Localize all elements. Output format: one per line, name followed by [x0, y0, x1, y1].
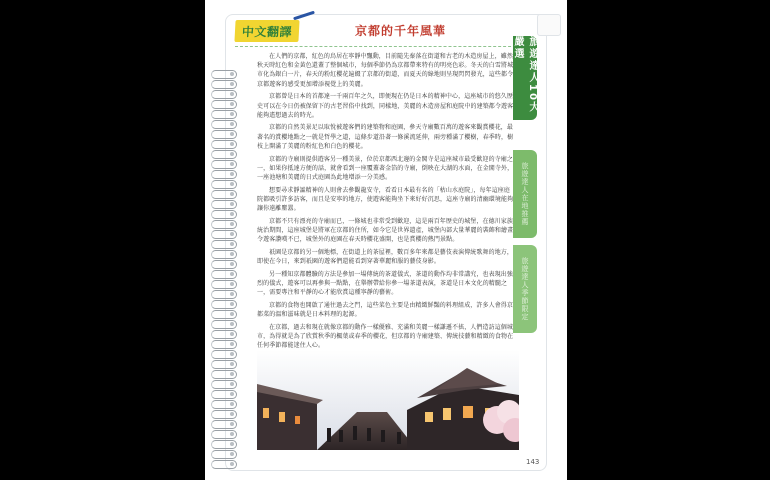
title-divider — [235, 46, 521, 48]
side-tab-label: 旅遊達人在地推薦 — [521, 162, 529, 226]
spiral-ring — [211, 160, 237, 169]
spiral-ring — [211, 310, 237, 319]
spiral-ring — [211, 320, 237, 329]
spiral-binding — [211, 70, 241, 470]
side-tab-local-picks[interactable] — [513, 150, 537, 238]
spiral-ring — [211, 220, 237, 229]
section-logo-text: 中文翻譯 — [241, 24, 293, 39]
book-page — [205, 0, 567, 480]
kyoto-street-illustration — [257, 350, 519, 450]
spiral-ring — [211, 340, 237, 349]
spiral-ring — [211, 380, 237, 389]
spiral-ring — [211, 80, 237, 89]
page-number: 143 — [526, 458, 540, 466]
section-logo — [234, 20, 299, 42]
spiral-ring — [211, 440, 237, 449]
spiral-ring — [211, 460, 237, 469]
spiral-ring — [211, 90, 237, 99]
spiral-ring — [211, 350, 237, 359]
paragraph: 在京都，過去和現在就像京都的動作一樣優雅、充滿和美麗一樣謙遜不搖，人們造訪這個城市，為得就是為了欣賞秋季的楓葉或春季的櫻花，但京都的寺廟建築、傳統技藝和精緻的食物在任何季節都能迷住人心。 — [257, 323, 514, 350]
paragraph: 另一種知京都體驗的方法是參加一場傳統的茶道儀式，茶道的動作均非常講究，也表現出強烈的儀式，遊客可以再參與一點點，在舉辦帶給你參一場茶道表演，茶道是日本文化的精髓之一，需要專注和平靜的心才能欣賞這種寧靜的藝術。 — [257, 270, 514, 297]
paragraph: 京都不只有漂亮的寺廟而已，一條城也非常受到歡迎，這是兩百年歷史的城堡，在德川家族統治期間，這座城堡是將軍在京都的住所，如今它是世界遺產，城堡內部大量華麗的裝飾和繪畫令遊客讚嘆不已，城堡外的庭園在春天時櫻花盛開，也是賞櫻的熱門景點。 — [257, 217, 514, 244]
spiral-ring — [211, 390, 237, 399]
spiral-ring — [211, 140, 237, 149]
spiral-ring — [211, 110, 237, 119]
paragraph: 京都的寺廟則提供遊客另一種美景，位於京都西北邊的金閣寺是這座城市最受歡迎的寺廟之一，如果你抵達方便的話，就會看到一座覆蓋著金箔的寺廟，倒映在大湖的水面，在金閣寺外，一座池塘和美麗的日式庭園為此地增添一分美感。 — [257, 155, 514, 181]
spiral-ring — [211, 150, 237, 159]
spiral-ring — [211, 130, 237, 139]
spiral-ring — [211, 410, 237, 419]
spiral-ring — [211, 120, 237, 129]
spiral-ring — [211, 330, 237, 339]
side-tab-seasonal[interactable] — [513, 245, 537, 333]
side-tab-label: 旅遊達人10大嚴選 — [512, 36, 538, 114]
spiral-ring — [211, 300, 237, 309]
spiral-ring — [211, 180, 237, 189]
paragraph: 祇園是京都的另一個地標，在街道上的茶屋裡，數百多年來都是藝伎表演傳統歌舞的地方，即使在今日，來到祇園的遊客們還能看到穿著華麗和服的藝伎身影。 — [257, 248, 514, 266]
spiral-ring — [211, 200, 237, 209]
spiral-ring — [211, 290, 237, 299]
spiral-ring — [211, 260, 237, 269]
paragraph: 在人們的京都，紅色的鳥居在寧靜中飄動，目前隨先秦落在街道和古老的木造房屋上，雖然秋天時紅色和金黃色還蓋了整個城市，每個季節仍為京都帶來特有的明亮色彩。冬天的白雪將城市化為銀白一片，春天的粉紅櫻花遍綴了京都的街道，而夏天的綠地則呈現閃閃發光，這些都令京都遊客的感受更加增添視覺上的美麗。 — [257, 53, 514, 88]
spiral-ring — [211, 190, 237, 199]
kyoto-street-photo — [257, 350, 519, 450]
spiral-ring — [211, 240, 237, 249]
article-body — [257, 52, 515, 354]
spiral-ring — [211, 420, 237, 429]
spiral-ring — [211, 370, 237, 379]
paragraph: 京都的自然美景足以取悅被遊客們的建築物和庭園，參天寺廟數百萬的遊客來觀賞櫻花，最著名的賞櫻地點之一就是哲學之道，這條步道沿著一條溪流延伸，兩旁種滿了櫻樹，春季時，樹枝上開滿了美麗的粉紅色和白色的櫻花。 — [257, 124, 514, 150]
paragraph: 京都曾是日本的首都達一千兩百年之久，即便現在仍是日本的精神中心，這座城市的悠久歷史可以在今日仍被保留下的古老習俗中找到，同樣地，美麗的木造房屋和庭院中的建築都令遊客能夠遙想過去的時光。 — [257, 93, 514, 119]
spiral-ring — [211, 230, 237, 239]
spiral-ring — [211, 450, 237, 459]
page-title: 京都的千年風華 — [355, 24, 447, 38]
spiral-ring — [211, 210, 237, 219]
spiral-ring — [211, 430, 237, 439]
spiral-ring — [211, 270, 237, 279]
spiral-ring — [211, 400, 237, 409]
spiral-ring — [211, 360, 237, 369]
spiral-ring — [211, 100, 237, 109]
spiral-ring — [211, 280, 237, 289]
side-tab-label: 旅遊達人季節限定 — [521, 257, 529, 321]
spiral-ring — [211, 70, 237, 79]
spiral-ring — [211, 250, 237, 259]
paragraph: 想要尋求靜謐精神的人則會去參觀龍安寺，看看日本最有名的「枯山水庭院」，每年這座庭院都吸引許多訪客，而且是安寧的地方，使遊客能夠坐下來好好沉思，這座寺廟的清幽環境能夠讓你遠離塵囂。 — [257, 186, 514, 213]
paragraph: 京都的食物也開啟了通往過去之門，這些菜色主要是由精緻鮮豔的料理組成，許多人會得京都菜的溫和滋味就是日本料理的起源。 — [257, 301, 514, 319]
spiral-ring — [211, 170, 237, 179]
top-corner-tab — [537, 14, 561, 36]
side-tab-top10[interactable] — [513, 36, 537, 120]
